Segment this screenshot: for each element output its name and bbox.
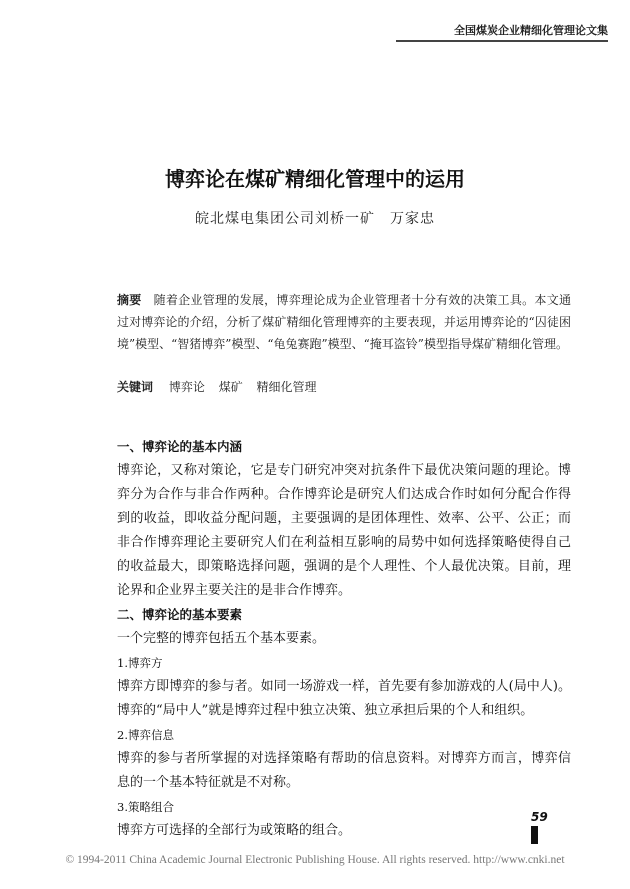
abstract: [117, 289, 571, 355]
copyright-footer: © 1994-2011 China Academic Journal Electronic Publishing House. All rights reserved. http://www.cnki.net: [65, 854, 565, 866]
section-heading: 一、博弈论的基本内涵: [117, 439, 243, 454]
keywords-label: 关键词: [117, 380, 154, 394]
article-author: 皖北煤电集团公司刘桥一矿 万家忠: [195, 211, 435, 227]
article-body: [117, 435, 571, 843]
header-rule: [396, 40, 608, 42]
subsection-heading: 1.博弈方: [117, 656, 163, 670]
paragraph: 一个完整的博弈包括五个基本要素。: [117, 631, 326, 646]
subsection-heading: 2.博弈信息: [117, 728, 174, 742]
running-header: 全国煤炭企业精细化管理论文集: [454, 24, 608, 37]
keyword: 精细化管理: [256, 380, 317, 394]
paragraph: 博弈论，又称对策论，它是专门研究冲突对抗条件下最优决策问题的理论。博弈分为合作与非合作两种。合作博弈论是研究人们达成合作时如何分配合作得到的收益，即收益分配问题，主要强调的是团体理性、效率、公平、公正；而非合作博弈理论主要研究人们在利益相互影响的局势中如何选择策略使得自己的收益最大，即策略选择问题，强调的是个人理性、个人最优决策。目前，理论界和企业界主要关注的是非合作博弈。: [117, 463, 571, 598]
page-marker-bar: [531, 826, 538, 844]
paragraph: 博弈方即博弈的参与者。如同一场游戏一样，首先要有参加游戏的人(局中人)。博弈的“局中人”就是博弈过程中独立决策、独立承担后果的个人和组织。: [117, 679, 571, 718]
abstract-label: 摘要: [117, 293, 142, 307]
keyword: 煤矿: [218, 380, 243, 394]
subsection-heading: 3.策略组合: [117, 800, 174, 814]
keyword: 博弈论: [168, 380, 205, 394]
keywords: [117, 378, 571, 395]
abstract-text: 随着企业管理的发展，博弈理论成为企业管理者十分有效的决策工具。本文通过对博弈论的介绍，分析了煤矿精细化管理博弈的主要表现，并运用博弈论的“囚徒困境”模型、“智猪博弈”模型、“龟兔赛跑”模型、“掩耳盗铃”模型指导煤矿精细化管理。: [117, 293, 571, 351]
section-heading: 二、博弈论的基本要素: [117, 607, 243, 622]
paragraph: 博弈的参与者所掌握的对选择策略有帮助的信息资料。对博弈方而言，博弈信息的一个基本特征就是不对称。: [117, 751, 571, 790]
page-number: 59: [531, 810, 548, 824]
article-title: 博弈论在煤矿精细化管理中的运用: [165, 167, 465, 191]
paragraph: 博弈方可选择的全部行为或策略的组合。: [117, 823, 352, 838]
